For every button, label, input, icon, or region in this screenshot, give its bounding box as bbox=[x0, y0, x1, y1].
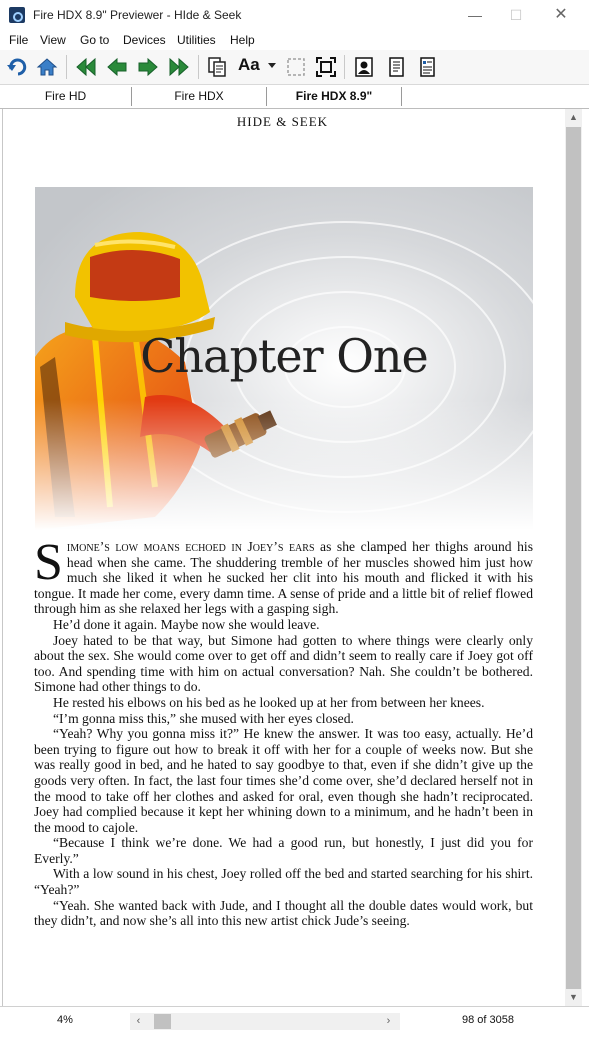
scroll-down-icon[interactable]: ▼ bbox=[569, 992, 578, 1002]
home-button[interactable] bbox=[34, 54, 60, 80]
status-bar bbox=[0, 1006, 589, 1037]
app-icon bbox=[9, 7, 25, 23]
menu-devices[interactable]: Devices bbox=[123, 33, 166, 47]
page-border bbox=[2, 109, 3, 1006]
maximize-button[interactable]: ☐ bbox=[509, 7, 523, 23]
menu-bar bbox=[0, 31, 589, 50]
next-page-button[interactable] bbox=[135, 54, 161, 80]
previous-page-button[interactable] bbox=[104, 54, 130, 80]
ebook-info-icon bbox=[416, 56, 438, 78]
paragraph: “Yeah. She wanted back with Jude, and I thought all the double dates would work, but they didn’t, and now she’s all into this new artist chick Jude’s seeing. bbox=[34, 897, 533, 929]
paragraph: “I’m gonna miss this,” she mused with her eyes closed. bbox=[53, 710, 354, 726]
page-lines-icon bbox=[385, 56, 407, 78]
cover-button[interactable] bbox=[351, 54, 377, 80]
toolbar bbox=[0, 50, 589, 85]
chevron-down-icon[interactable] bbox=[268, 63, 276, 68]
opening-text: as she clamped her thighs around his head when she came. The shuddering tremble of her muscles showed him just how much she liked it when he sucked her clit into his mouth and flicked it with his tongue. It made her come, every damn time. A sense of pride and a little bit of relief flowed through him as she relaxed her legs with a gasping sigh. bbox=[34, 539, 533, 617]
title-bar bbox=[0, 0, 589, 31]
menu-utilities[interactable]: Utilities bbox=[177, 33, 216, 47]
last-page-button[interactable] bbox=[166, 54, 192, 80]
tab-fire-hdx[interactable]: Fire HDX bbox=[174, 89, 224, 103]
paragraph: He rested his elbows on his bed as he looked up at her from between her knees. bbox=[53, 694, 485, 710]
home-icon bbox=[36, 56, 58, 78]
close-button[interactable]: ✕ bbox=[554, 6, 568, 23]
scroll-right-icon[interactable]: › bbox=[386, 1015, 391, 1027]
right-arrow-icon bbox=[137, 57, 159, 77]
book-page bbox=[0, 109, 565, 1006]
scroll-up-icon[interactable]: ▲ bbox=[569, 112, 578, 122]
font-size-button[interactable]: Aa bbox=[238, 55, 260, 74]
page-view-button[interactable] bbox=[383, 54, 409, 80]
back-button[interactable] bbox=[4, 54, 30, 80]
toolbar-separator bbox=[344, 55, 345, 79]
double-right-arrow-icon bbox=[167, 57, 191, 77]
ebook-info-button[interactable] bbox=[414, 54, 440, 80]
document-copy-icon bbox=[206, 56, 228, 78]
menu-file[interactable]: File bbox=[9, 33, 29, 47]
fit-page-button[interactable] bbox=[283, 54, 309, 80]
menu-help[interactable]: Help bbox=[230, 33, 255, 47]
menu-go-to[interactable]: Go to bbox=[80, 33, 110, 47]
paragraph bbox=[34, 534, 533, 617]
chapter-body bbox=[34, 534, 533, 929]
double-left-arrow-icon bbox=[74, 57, 98, 77]
chapter-title: Chapter One bbox=[140, 329, 428, 383]
undo-icon bbox=[6, 56, 28, 78]
paragraph: Joey hated to be that way, but Simone had gotten to where things were clearly only about the sex. She would come over to get off and didn’t seem to really care if Joey got off too. And spending time with him on actual conversation? Nah. She couldn’t be bothered. Simone had other things to do. bbox=[34, 632, 533, 695]
left-arrow-icon bbox=[106, 57, 128, 77]
fullscreen-icon bbox=[315, 56, 337, 78]
progress-percent: 4% bbox=[57, 1014, 73, 1026]
vertical-scroll-thumb[interactable] bbox=[566, 127, 581, 989]
portrait-icon bbox=[353, 56, 375, 78]
tab-fire-hdx-8-9[interactable]: Fire HDX 8.9" bbox=[295, 89, 373, 103]
toolbar-separator bbox=[198, 55, 199, 79]
running-head: HIDE & SEEK bbox=[236, 114, 329, 129]
drop-cap: S bbox=[34, 534, 63, 591]
vertical-scrollbar[interactable] bbox=[565, 109, 582, 1006]
toc-button[interactable] bbox=[204, 54, 230, 80]
page-slider[interactable] bbox=[130, 1013, 400, 1030]
paragraph: “Yeah? Why you gonna miss it?” He knew the answer. It was too easy, actually. He’d been trying to figure out how to break it off with her for a couple of weeks now. But she was really good in bed, and he hated to say goodbye to that, even if she didn’t give up the goods very often. In fact, the last four times she’d come over, she’d declared herself not in the mood to take off her clothes and asked for oral, even though she hadn’t reciprocated. Joey had complied because it kept her whining down to a minimum, and he hadn’t been in the mood to cajole. bbox=[34, 726, 533, 835]
paragraph: With a low sound in his chest, Joey rolled off the bed and started searching for his shirt. “Yeah?” bbox=[34, 866, 533, 898]
opening-smallcaps: imone’s low moans echoed in Joey’s ears bbox=[66, 539, 315, 554]
fit-dashed-icon bbox=[285, 56, 307, 78]
paragraph: “Because I think we’re done. We had a good run, but honestly, I just did you for Everly.” bbox=[34, 835, 533, 866]
menu-view[interactable]: View bbox=[40, 33, 66, 47]
tab-divider bbox=[401, 87, 402, 106]
page-slider-thumb[interactable] bbox=[154, 1014, 171, 1029]
window-title: Fire HDX 8.9" Previewer - HIde & Seek bbox=[33, 8, 242, 22]
page-count: 98 of 3058 bbox=[462, 1014, 514, 1026]
fullscreen-button[interactable] bbox=[313, 54, 339, 80]
chapter-header-image bbox=[35, 187, 533, 530]
toolbar-separator bbox=[66, 55, 67, 79]
tab-fire-hd[interactable]: Fire HD bbox=[44, 89, 87, 103]
device-tabs bbox=[0, 85, 589, 109]
paragraph: He’d done it again. Maybe now she would leave. bbox=[53, 616, 320, 632]
scroll-left-icon[interactable]: ‹ bbox=[136, 1015, 141, 1027]
minimize-button[interactable]: — bbox=[468, 7, 482, 23]
first-page-button[interactable] bbox=[73, 54, 99, 80]
